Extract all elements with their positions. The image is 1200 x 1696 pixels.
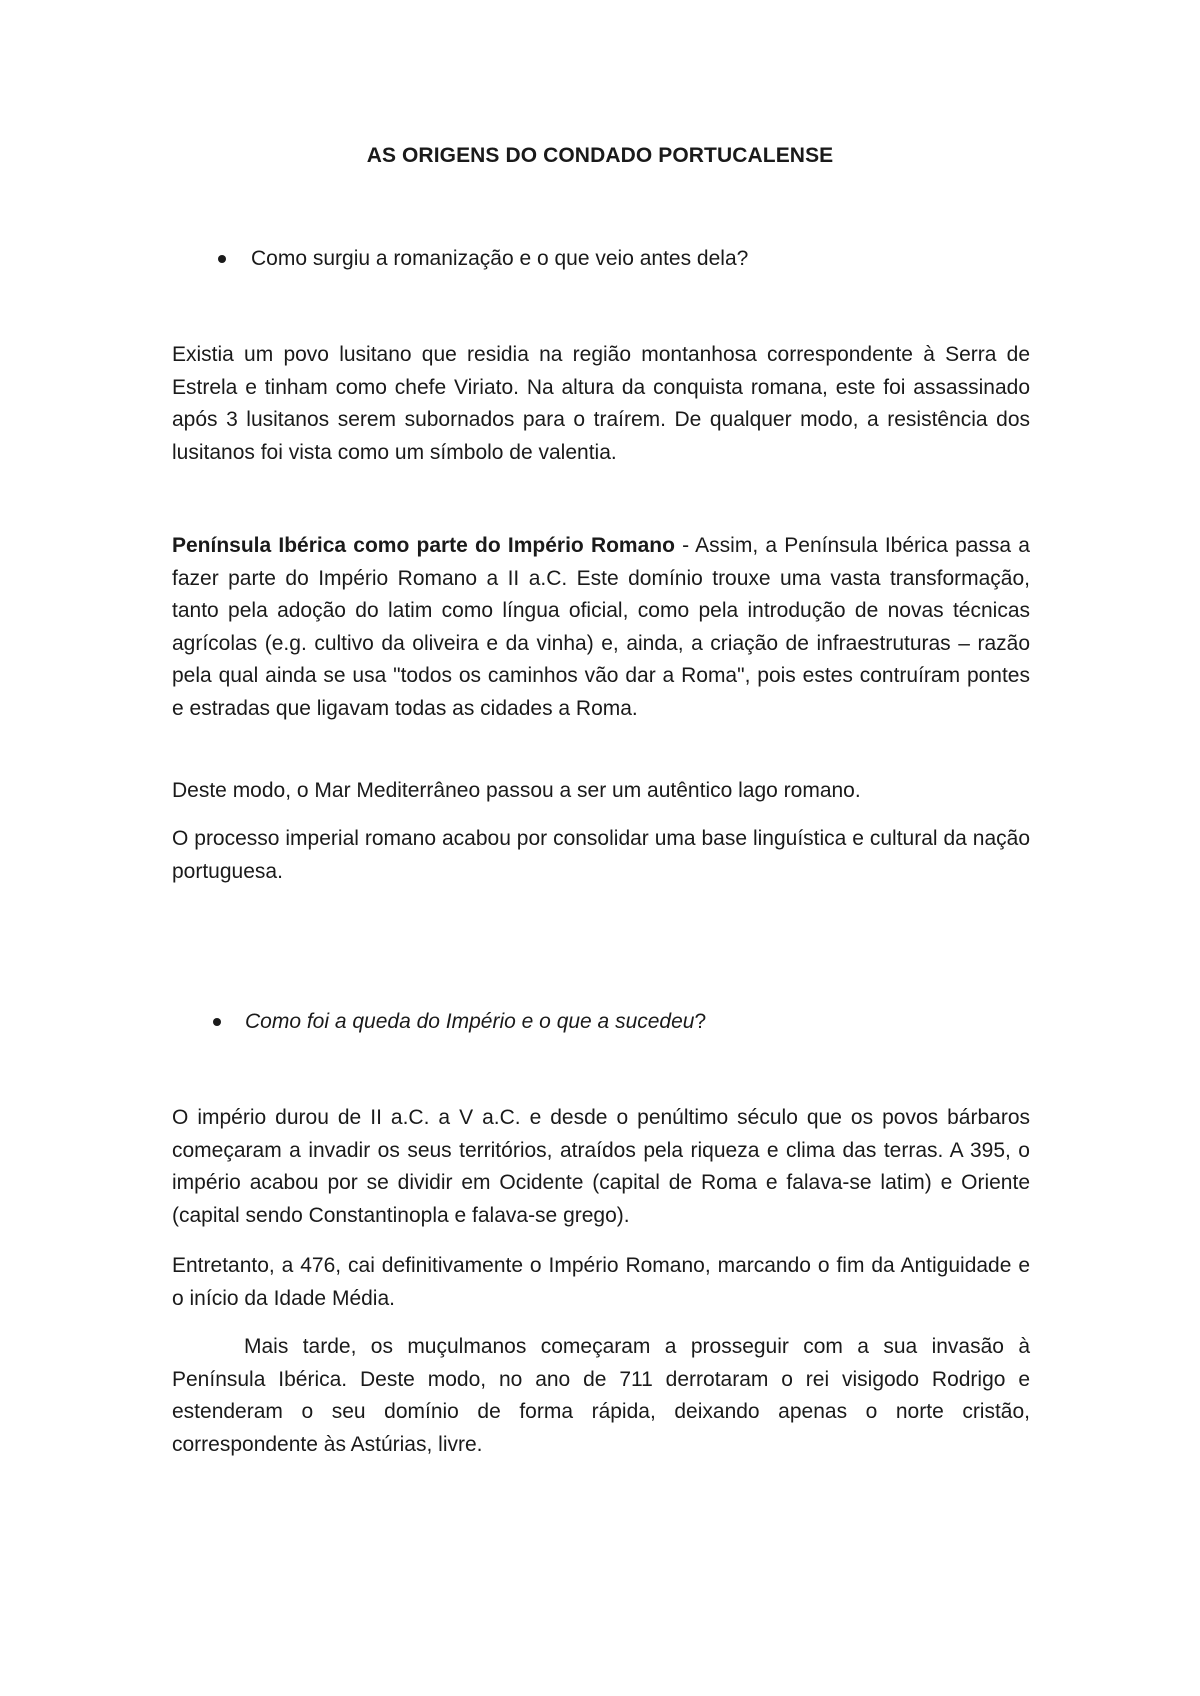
question-text-2: Como foi a queda do Império e o que a sucedeu bbox=[245, 1010, 695, 1033]
paragraph-mediterraneo: Deste modo, o Mar Mediterrâneo passou a ser um autêntico lago romano. bbox=[172, 779, 861, 802]
question-bullet-1 bbox=[218, 247, 748, 271]
page-title: AS ORIGENS DO CONDADO PORTUCALENSE bbox=[366, 144, 834, 167]
paragraph-queda-476: Entretanto, a 476, cai definitivamente o Império Romano, marcando o fim da Antiguidade e o início da Idade Média. bbox=[172, 1254, 1030, 1310]
paragraph-processo-imperial: O processo imperial romano acabou por consolidar uma base linguística e cultural da nação portuguesa. bbox=[172, 827, 1030, 883]
paragraph-lusitanos: Existia um povo lusitano que residia na região montanhosa correspondente à Serra de Estrela e tinham como chefe Viriato. Na altura da conquista romana, este foi assassinado após 3 lusitanos serem subornados para o traírem. De qualquer modo, a resistência dos lusitanos foi vista como um símbolo de valentia. bbox=[172, 343, 1030, 464]
question-bullet-2 bbox=[213, 1010, 706, 1034]
question-text-1: Como surgiu a romanização e o que veio antes dela? bbox=[251, 247, 749, 270]
paragraph-peninsula-text: - Assim, a Península Ibérica passa a fazer parte do Império Romano a II a.C. Este domínio trouxe uma vasta transformação, tanto pela adoção do latim como língua oficial, como pela introdução de novas técnicas agrícolas (e.g. cultivo da oliveira e da vinha) e, ainda, a criação de infraestruturas – razão pela qual ainda se usa "todos os caminhos vão dar a Roma", pois estes contruíram pontes e estradas que ligavam todas as cidades a Roma. bbox=[172, 534, 1030, 720]
question-mark: ? bbox=[694, 1010, 707, 1033]
paragraph-muculmanos: Mais tarde, os muçulmanos começaram a prosseguir com a sua invasão à Península Ibérica. Deste modo, no ano de 711 derrotaram o rei visigodo Rodrigo e estenderam o seu domínio de forma rápida, deixando apenas o norte cristão, correspondente às Astúrias, livre. bbox=[172, 1335, 1030, 1456]
paragraph-peninsula bbox=[172, 530, 1030, 725]
bullet-dot-icon bbox=[213, 1018, 221, 1026]
question-text-2-wrap bbox=[245, 1010, 706, 1034]
paragraph-heading-bold: Península Ibérica como parte do Império Romano bbox=[172, 534, 675, 557]
bullet-dot-icon bbox=[218, 255, 226, 263]
paragraph-imperio-duracao: O império durou de II a.C. a V a.C. e desde o penúltimo século que os povos bárbaros começaram a invadir os seus territórios, atraídos pela riqueza e clima das terras. A 395, o império acabou por se dividir em Ocidente (capital de Roma e falava-se latim) e Oriente (capital sendo Constantinopla e falava-se grego). bbox=[172, 1106, 1030, 1227]
